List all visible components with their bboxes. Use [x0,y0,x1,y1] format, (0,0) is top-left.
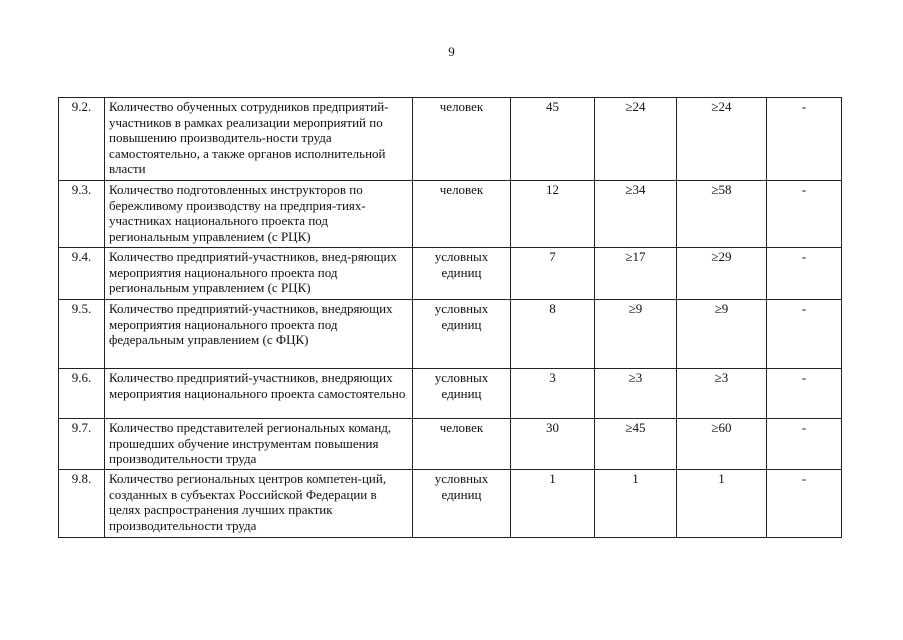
unit-cell: условных единиц [413,248,511,300]
value-cell: - [767,248,842,300]
value-cell: 1 [511,470,595,538]
value-cell: ≥34 [595,181,677,248]
value-cell: 8 [511,300,595,369]
unit-cell: условных единиц [413,369,511,419]
value-cell: 1 [595,470,677,538]
row-number: 9.4. [59,248,105,300]
unit-cell: человек [413,98,511,181]
indicator-name: Количество предприятий-участников, внедряющих мероприятия национального проекта самостоятельно [105,369,413,419]
value-cell: 7 [511,248,595,300]
row-number: 9.3. [59,181,105,248]
page-number: 9 [448,44,455,59]
value-cell: 30 [511,419,595,470]
indicator-name: Количество предприятий-участников, внедряющих мероприятия национального проекта под федеральным управлением (с ФЦК) [105,300,413,369]
unit-cell: условных единиц [413,300,511,369]
value-cell: ≥3 [677,369,767,419]
value-cell: ≥17 [595,248,677,300]
value-cell: ≥29 [677,248,767,300]
value-cell: - [767,470,842,538]
table-row [59,300,842,369]
table-row [59,470,842,538]
value-cell: ≥60 [677,419,767,470]
value-cell: 12 [511,181,595,248]
indicator-name: Количество представителей региональных команд, прошедших обучение инструментам повышения производительности труда [105,419,413,470]
row-number: 9.5. [59,300,105,369]
table-row [59,248,842,300]
value-cell: 45 [511,98,595,181]
value-cell: ≥58 [677,181,767,248]
indicator-name: Количество обученных сотрудников предприятий-участников в рамках реализации мероприятий по повышению производитель-ности труда самостоятельно, а также органов исполнительной власти [105,98,413,181]
unit-cell: человек [413,419,511,470]
value-cell: ≥24 [595,98,677,181]
value-cell: ≥45 [595,419,677,470]
row-number: 9.6. [59,369,105,419]
value-cell: - [767,300,842,369]
indicator-name: Количество предприятий-участников, внед-ряющих мероприятия национального проекта под региональным управлением (с РЦК) [105,248,413,300]
row-number: 9.7. [59,419,105,470]
value-cell: - [767,98,842,181]
table-row [59,98,842,181]
value-cell: 1 [677,470,767,538]
unit-cell: человек [413,181,511,248]
value-cell: 3 [511,369,595,419]
row-number: 9.8. [59,470,105,538]
value-cell: ≥3 [595,369,677,419]
indicators-table [58,97,842,538]
value-cell: ≥24 [677,98,767,181]
table-row [59,419,842,470]
value-cell: - [767,369,842,419]
indicator-name: Количество подготовленных инструкторов по бережливому производству на предприя-тиях-участниках национального проекта под региональным управлением (с РЦК) [105,181,413,248]
unit-cell: условных единиц [413,470,511,538]
value-cell: - [767,181,842,248]
value-cell: ≥9 [595,300,677,369]
indicator-name: Количество региональных центров компетен-ций, созданных в субъектах Российской Федерации в целях распространения лучших практик производительности труда [105,470,413,538]
value-cell: ≥9 [677,300,767,369]
table-row [59,181,842,248]
table-row [59,369,842,419]
row-number: 9.2. [59,98,105,181]
value-cell: - [767,419,842,470]
